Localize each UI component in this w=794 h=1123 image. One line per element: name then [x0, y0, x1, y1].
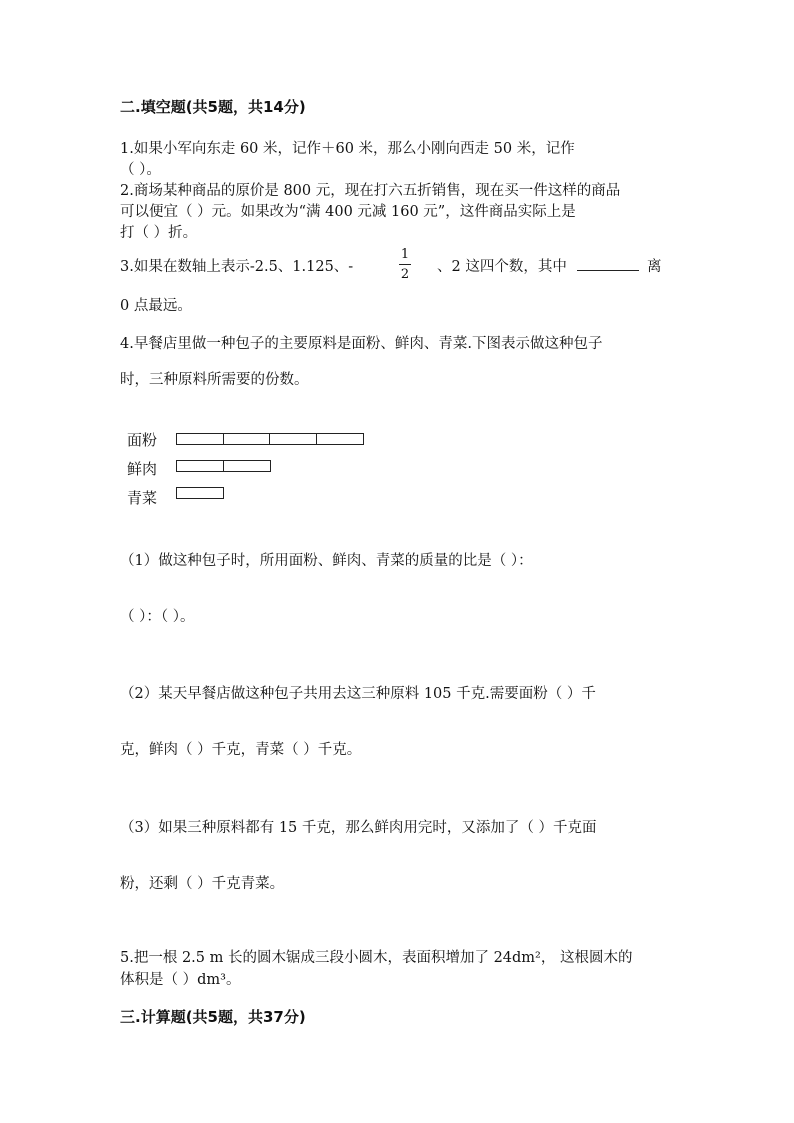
- q4-sub3-line2: 粉，还剩（ ）千克青菜。: [120, 876, 285, 892]
- q4-sub1-line2: （ ）：（ ）。: [120, 609, 195, 625]
- q4-line2: 时，三种原料所需要的份数。: [120, 372, 309, 388]
- q5-line1: 5.把一根 2.5 m 长的圆木锯成三段小圆木，表面积增加了 24dm²， 这根圆木的: [120, 950, 633, 966]
- q2-line1: 2.商场某种商品的原价是 800 元，现在打六五折销售，现在买一件这样的商品: [120, 183, 621, 199]
- q4-sub1-line1: （1）做这种包子时，所用面粉、鲜肉、青菜的质量的比是（ ）：: [120, 553, 533, 569]
- q1-line2: （ ）。: [120, 162, 161, 178]
- section-heading-fill-blanks: 二.填空题(共5题，共14分): [120, 98, 306, 116]
- q4-line1: 4.早餐店里做一种包子的主要原料是面粉、鲜肉、青菜.下图表示做这种包子: [120, 336, 603, 352]
- q3-fraction: [399, 248, 411, 281]
- q5-line2: 体积是（ ）dm³。: [120, 972, 241, 988]
- q2-line2: 可以便宜（ ）元。如果改为“满 400 元减 160 元”，这件商品实际上是: [120, 204, 576, 220]
- chart-bar-segment: [223, 433, 271, 445]
- chart-label-vegetable: 青菜: [127, 489, 158, 507]
- chart-bar-segment: [223, 460, 271, 472]
- q2-line3: 打（ ）折。: [120, 225, 198, 241]
- q3-part3: 离: [647, 259, 662, 275]
- q3-part2: 、2 这四个数，其中: [437, 259, 567, 275]
- chart-bar-segment: [176, 460, 224, 472]
- q3-fraction-denominator: 2: [400, 267, 410, 282]
- q4-sub3-line1: （3）如果三种原料都有 15 千克，那么鲜肉用完时，又添加了（ ）千克面: [120, 820, 597, 836]
- q1-line1: 1.如果小军向东走 60 米，记作＋60 米，那么小刚向西走 50 米，记作: [120, 141, 575, 157]
- q3-fraction-numerator: 1: [400, 247, 410, 262]
- chart-label-meat: 鲜肉: [127, 460, 158, 478]
- chart-bar-segment: [316, 433, 364, 445]
- section-heading-calculation: 三.计算题(共5题，共37分): [120, 1008, 306, 1026]
- chart-bar-segment: [269, 433, 317, 445]
- q4-sub2-line2: 克，鲜肉（ ）千克，青菜（ ）千克。: [120, 742, 362, 758]
- chart-label-flour: 面粉: [127, 431, 158, 449]
- q3-line2: 0 点最远。: [120, 298, 192, 314]
- chart-bar-segment: [176, 433, 224, 445]
- chart-bar-segment: [176, 487, 224, 499]
- q3-answer-blank[interactable]: [577, 270, 639, 271]
- q3-part1: 3.如果在数轴上表示-2.5、1.125、-: [120, 259, 354, 275]
- q4-sub2-line1: （2）某天早餐店做这种包子共用去这三种原料 105 千克.需要面粉（ ）千: [120, 686, 596, 702]
- fraction-bar: [399, 264, 411, 265]
